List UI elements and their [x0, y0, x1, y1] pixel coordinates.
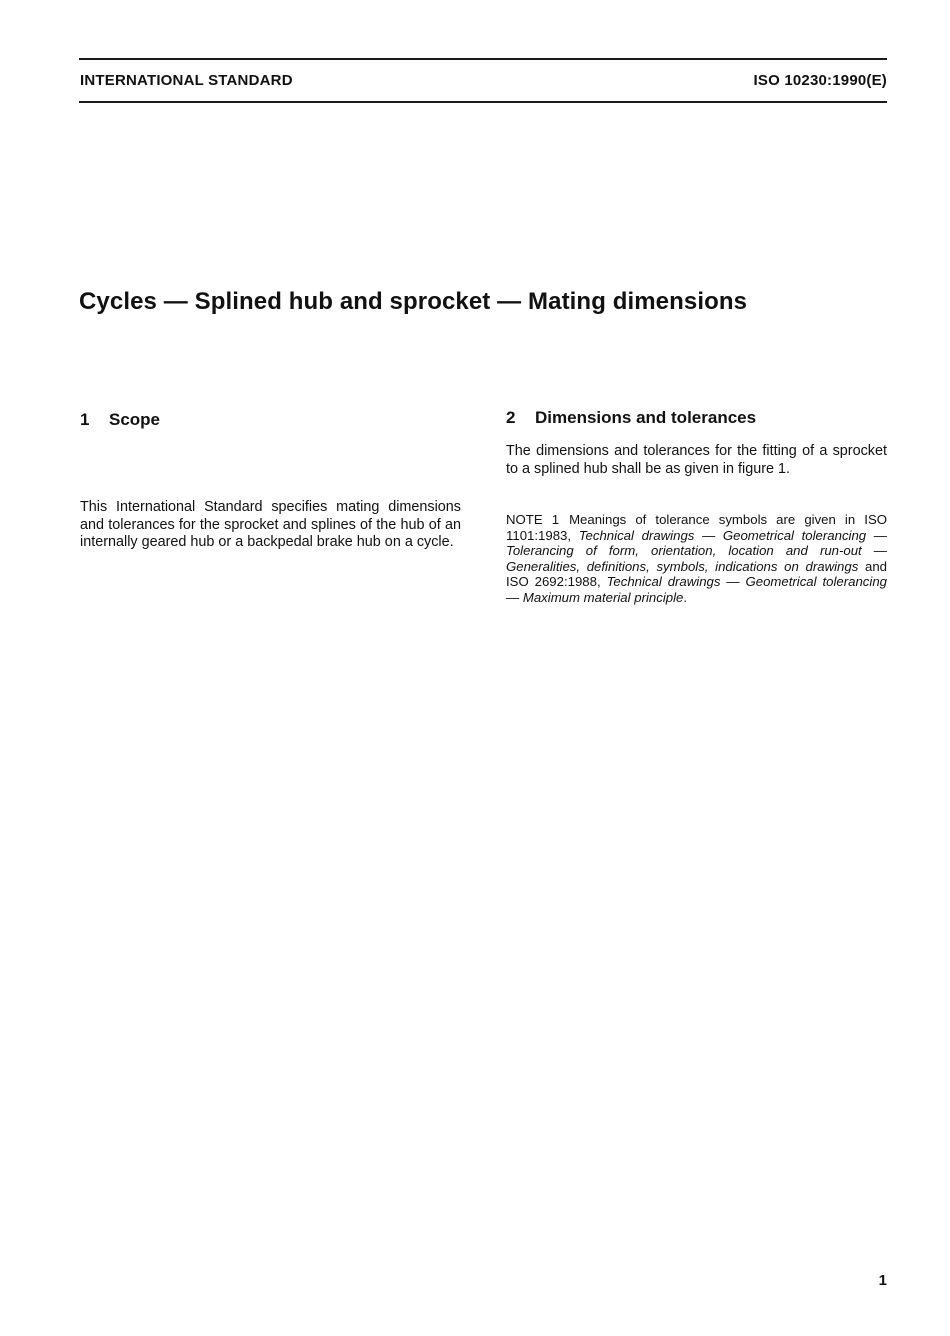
page-title: Cycles — Splined hub and sprocket — Mating dimensions	[79, 288, 748, 315]
header-top-rule	[79, 58, 887, 60]
section-1-title: Scope	[109, 410, 161, 429]
note-end: .	[683, 589, 688, 605]
note-connector: and ISO 2692:1988,	[506, 558, 887, 590]
note-reference-1-title: Technical drawings — Geometrical tolerancing — Tolerancing of form, orientation, location and run-out — Generalities, definitions, symbols, indications on drawings	[506, 527, 887, 574]
page-number: 1	[878, 1272, 887, 1289]
section-2-number: 2	[506, 408, 516, 427]
section-1-heading	[80, 410, 160, 430]
note-reference-2-title: Technical drawings — Geometrical tolerancing — Maximum material principle	[506, 574, 888, 605]
header-bottom-rule	[79, 101, 887, 103]
note-label: NOTE 1	[506, 512, 560, 527]
document-type: INTERNATIONAL STANDARD	[80, 72, 293, 89]
section-1-number: 1	[80, 410, 90, 429]
section-2-heading	[506, 408, 756, 428]
standard-number: ISO 10230:1990(E)	[753, 72, 887, 89]
note-1	[506, 512, 887, 606]
section-2-paragraph: The dimensions and tolerances for the fitting of a sprocket to a splined hub shall be as given in figure 1.	[506, 443, 887, 477]
section-1-paragraph: This International Standard specifies mating dimensions and tolerances for the sprocket and splines of the hub of an internally geared hub or a backpedal brake hub on a cycle.	[80, 499, 461, 551]
section-2-title: Dimensions and tolerances	[535, 408, 757, 427]
note-intro: Meanings of tolerance symbols are given in ISO 1101:1983,	[506, 512, 887, 543]
